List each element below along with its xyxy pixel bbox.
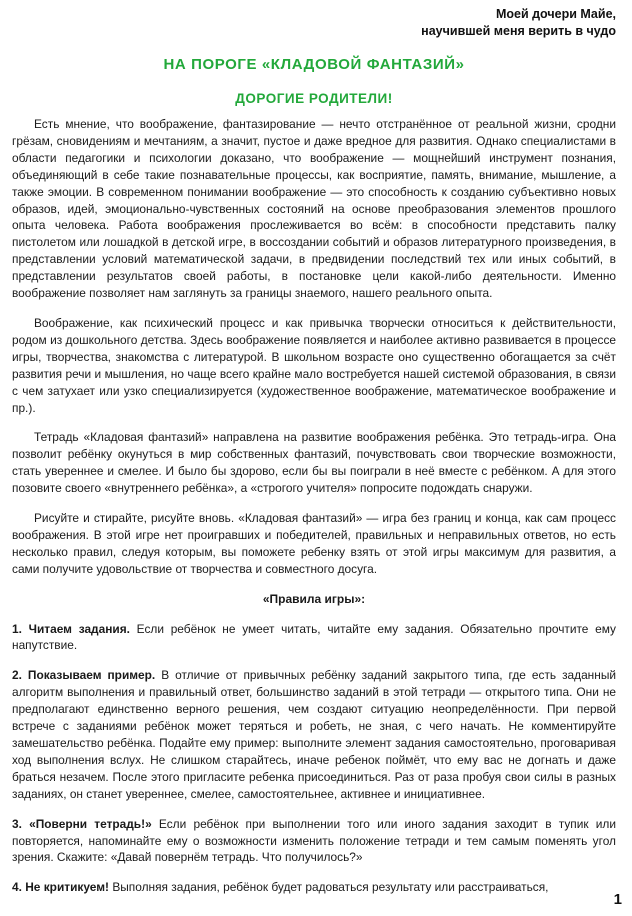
paragraph: Воображение, как психический процесс и как привычка творчески относиться к действительности, родом из дошкольного детства. Здесь воображение появляется и наиболее активно развивается в процессе игры, творчества, знакомства с литературой. В школьном возрасте оно существенно обогащается за счёт развития речи и мышления, но чаще всего крайне мало востребуется нашей системой образования, в связи с чем затухает или узко специализируется (художественное воображение, математическое воображение и пр.).	[12, 315, 616, 415]
paragraph: Есть мнение, что воображение, фантазирование — нечто отстранённое от реальной жизни, сродни грёзам, сновидениям и мечтаниям, а значит, пустое и даже вредное для развития. Однако специалистами в области педагогики и психологии доказано, что воображение — мощнейший инструмент познания, объединяющий в себе такие познавательные процессы, как восприятие, память, внимание, мышление, а также эмоции. В современном понимании воображение — это способность к созданию субъективно новых образов, идей, эмоционально-чувственных состояний на основе преобразования элементов прошлого опыта человека. Работа воображения прослеживается во всём: в способности представить палку пистолетом или лошадкой в детской игре, в воссоздании событий и образов литературного произведения, в представлении условий математической задачи, в предвидении последствий тех или иных событий, в представлении результатов своей работы, в постановке цели какой-либо деятельности. Именно воображение позволяет нам заглянуть за границы знаемого, нашего реального опыта.	[12, 117, 616, 301]
rule-text: Если ребёнок не умеет читать, читайте ему задания. Обязательно прочтите ему напутствие.	[12, 621, 616, 653]
rules-heading: «Правила игры»:	[262, 591, 366, 606]
paragraph: Рисуйте и стирайте, рисуйте вновь. «Кладовая фантазий» — игра без границ и конца, как сам процесс воображения. В этой игре нет проигравших и победителей, правильных и неправильных ответов, но есть несколько правил, следуя которым, вы поможете ребенку взять от этой игры максимум для развития, а сами получите удовольствие от творчества и совместного досуга.	[12, 511, 616, 576]
dedication-line-1: Моей дочери Майе,	[495, 7, 616, 21]
rule-title: 3. «Поверни тетрадь!»	[12, 816, 152, 831]
rule-title: 2. Показываем пример.	[12, 668, 156, 683]
page-subtitle: ДОРОГИЕ РОДИТЕЛИ!	[235, 91, 393, 106]
rule-title: 1. Читаем задания.	[12, 621, 130, 636]
rule-text: Если ребёнок при выполнении того или иного задания заходит в тупик или повторяется, напоминайте ему о возможности изменить положение тетради и тем самым поменять угол зрения. Скажите: «Давай повернём тетрадь. Что получилось?»	[12, 816, 616, 865]
paragraph: Тетрадь «Кладовая фантазий» направлена на развитие воображения ребёнка. Это тетрадь-игра. Она позволит ребёнку окунуться в мир собственных фантазий, почувствовать свои творческие возможности, стать увереннее и смелее. И было бы здорово, если бы вы поиграли в неё вместе с ребёнком. А для этого позовите своего «внутреннего ребёнка», а «строгого учителя» попросите подождать снаружи.	[12, 430, 616, 496]
document-body	[12, 116, 616, 896]
dedication	[12, 6, 616, 40]
rule-text: В отличие от привычных ребёнку заданий закрытого типа, где есть заданный алгоритм выполнения и правильный ответ, большинство заданий в этой тетради — открытого типа. Они не предполагают единственно верного решения, чем создают ситуацию неопределённости. При первой встрече с заданиями ребёнок может теряться и робеть, не зная, с чего начать. Не комментируйте замешательство ребёнка. Подайте ему пример: выполните элемент задания самостоятельно, проговаривая ход выполнения вслух. Не слишком старайтесь, иначе ребенок поймёт, что ему вас не догнать и даже браться незачем. После этого пригласите ребенка присоединиться. Раз от раза пробуя свои силы в разных заданиях, он станет увереннее, смелее, самостоятельнее, активнее и инициативнее.	[12, 668, 617, 801]
page-title: НА ПОРОГЕ «КЛАДОВОЙ ФАНТАЗИЙ»	[163, 56, 465, 73]
rule-item	[12, 879, 616, 896]
rule-text: Выполняя задания, ребёнок будет радоваться результату или расстраиваться,	[109, 880, 549, 895]
rule-item	[12, 667, 616, 802]
dedication-line-2: научившей меня верить в чудо	[421, 24, 616, 38]
rule-title: 4. Не критикуем!	[12, 880, 110, 895]
page-number: 1	[613, 891, 622, 908]
rule-item	[12, 816, 616, 867]
rule-item	[12, 621, 616, 655]
